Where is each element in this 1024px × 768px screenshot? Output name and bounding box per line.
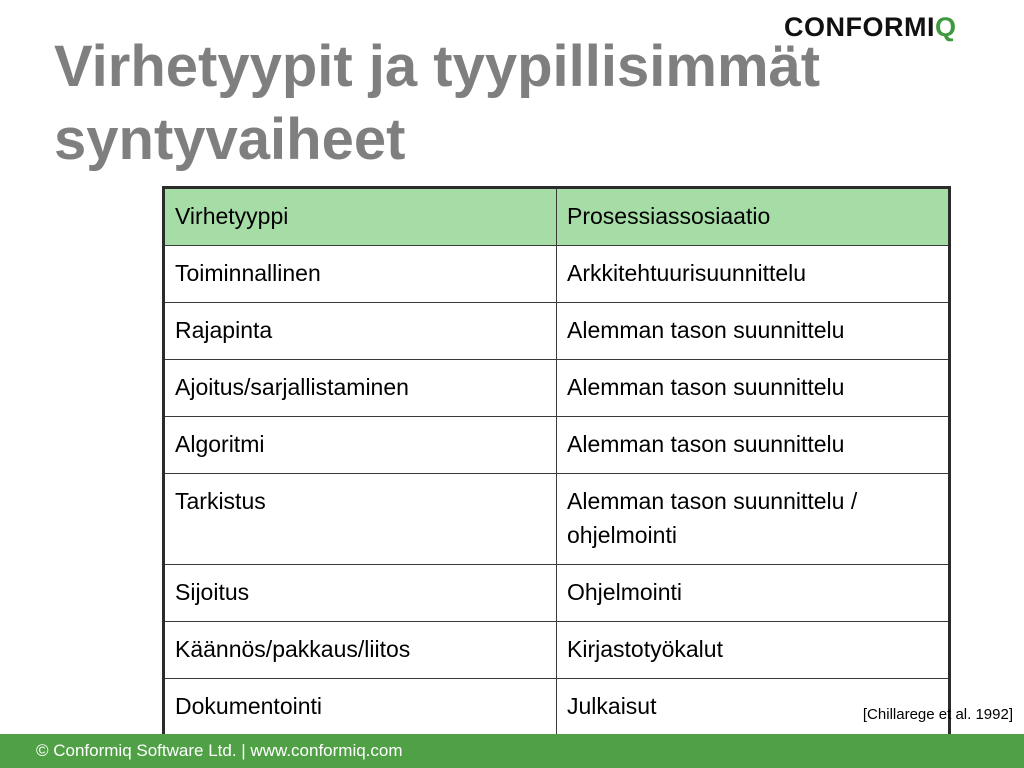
logo-wordmark: CONFORMI <box>784 12 935 42</box>
table-row <box>164 417 950 474</box>
error-type-cell: Tarkistus <box>164 474 557 565</box>
error-type-cell: Algoritmi <box>164 417 557 474</box>
header-process-association: Prosessiassosiaatio <box>557 188 950 246</box>
table-row <box>164 565 950 622</box>
process-association-cell: Alemman tason suunnittelu <box>557 417 950 474</box>
error-type-cell: Sijoitus <box>164 565 557 622</box>
error-type-cell: Rajapinta <box>164 303 557 360</box>
process-association-cell: Alemman tason suunnittelu <box>557 360 950 417</box>
process-association-cell: Kirjastotyökalut <box>557 622 950 679</box>
error-type-cell: Dokumentointi <box>164 679 557 737</box>
slide-title: Virhetyypit ja tyypillisimmät syntyvaiheet <box>54 34 821 172</box>
error-type-table <box>162 186 951 738</box>
header-error-type: Virhetyyppi <box>164 188 557 246</box>
table-row <box>164 303 950 360</box>
citation: [Chillarege et al. 1992] <box>862 706 1013 723</box>
footer-bar <box>0 734 1024 768</box>
table-row <box>164 246 950 303</box>
table-row <box>164 474 950 565</box>
table-row <box>164 360 950 417</box>
logo-q-letter: Q <box>934 12 957 42</box>
table-header-row <box>164 188 950 246</box>
error-type-cell: Toiminnallinen <box>164 246 557 303</box>
table-row <box>164 679 950 737</box>
process-association-cell: Alemman tason suunnittelu <box>557 303 950 360</box>
process-association-cell: Ohjelmointi <box>557 565 950 622</box>
process-association-cell: Alemman tason suunnittelu / ohjelmointi <box>557 474 950 565</box>
footer-copyright: © Conformiq Software Ltd. | www.conformiq.com <box>36 741 403 760</box>
process-association-cell: Arkkitehtuurisuunnittelu <box>557 246 950 303</box>
error-type-cell: Ajoitus/sarjallistaminen <box>164 360 557 417</box>
conformiq-logo <box>784 12 957 43</box>
error-type-cell: Käännös/pakkaus/liitos <box>164 622 557 679</box>
table-row <box>164 622 950 679</box>
process-association-cell: Julkaisut <box>557 679 950 737</box>
